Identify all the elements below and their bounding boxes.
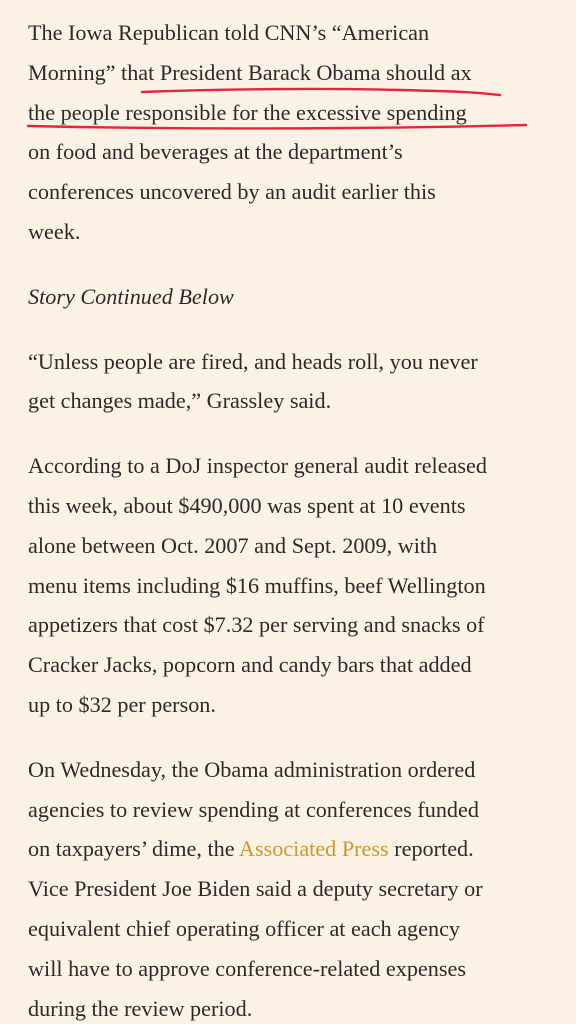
paragraph-1 — [28, 13, 556, 252]
text-line: appetizers that cost $7.32 per serving and snacks of — [28, 612, 485, 638]
text-line: Morning” that President Barack Obama should ax — [28, 59, 472, 85]
text-line: Story Continued Below — [28, 283, 234, 309]
text-line: agencies to review spending at conferences funded — [28, 796, 479, 822]
paragraph-2 — [28, 342, 556, 422]
text-line: will have to approve conference-related expenses — [28, 955, 466, 981]
text-line: this week, about $490,000 was spent at 10 events — [28, 492, 466, 518]
text-line: week. — [28, 218, 81, 244]
text-line: menu items including $16 muffins, beef Wellington — [28, 572, 486, 598]
text-line: up to $32 per person. — [28, 691, 216, 717]
text-line: Vice President Joe Biden said a deputy secretary or — [28, 876, 483, 902]
text-line: during the review period. — [28, 995, 253, 1021]
story-continued-label — [28, 277, 556, 317]
text-segment: reported. — [388, 836, 474, 862]
text-line: equivalent chief operating officer at each agency — [28, 915, 461, 941]
text-line: Cracker Jacks, popcorn and candy bars that added — [28, 652, 472, 678]
associated-press-link[interactable]: Associated Press — [238, 836, 389, 862]
text-line: get changes made,” Grassley said. — [28, 388, 332, 414]
text-line: On Wednesday, the Obama administration ordered — [28, 756, 476, 782]
text-line: “Unless people are fired, and heads roll, you never — [28, 348, 478, 374]
text-line: on food and beverages at the department’s — [28, 139, 403, 165]
text-line: alone between Oct. 2007 and Sept. 2009, with — [28, 532, 438, 558]
paragraph-3 — [28, 446, 556, 725]
text-line: the people responsible for the excessive spending — [28, 99, 467, 125]
text-line — [28, 829, 556, 869]
text-segment: on taxpayers’ dime, the — [28, 836, 239, 862]
text-line: According to a DoJ inspector general audit released — [28, 453, 487, 479]
text-line: conferences uncovered by an audit earlier this — [28, 179, 436, 205]
paragraph-4 — [28, 750, 556, 1024]
text-line: The Iowa Republican told CNN’s “American — [28, 20, 430, 45]
